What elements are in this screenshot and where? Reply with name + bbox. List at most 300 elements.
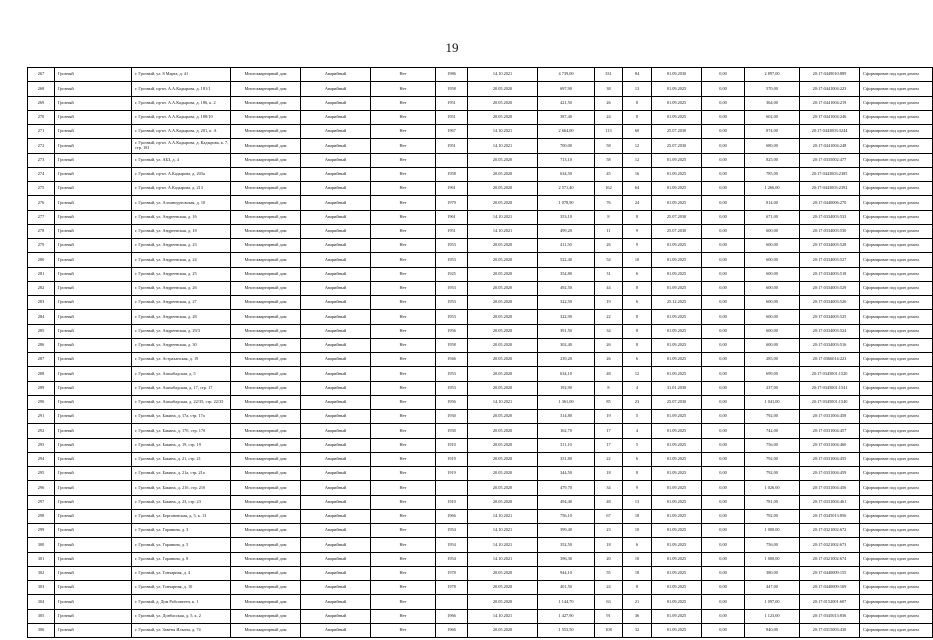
cell-apartments: 13 (623, 82, 652, 96)
cell-residents: 67 (595, 509, 623, 523)
cell-demolished: Нет (371, 338, 436, 352)
cell-city: Грозный (55, 566, 132, 580)
cell-land-area: 699,00 (745, 367, 800, 381)
cell-demolished: Нет (371, 224, 436, 238)
cell-demolished: Нет (371, 509, 436, 523)
cell-building-type: Многоквартирный дом (231, 595, 301, 609)
cell-condition: Аварийный (301, 467, 371, 481)
cell-area: 1 361,00 (538, 395, 595, 409)
table-row (28, 581, 933, 595)
cell-cadastral-number: 20:17:0440006:270 (800, 196, 860, 210)
cell-apartments: 8 (623, 281, 652, 295)
cell-address: г. Грозный, ул. Бакина, д. 21а, стр. 21а (132, 467, 231, 481)
cell-condition: Аварийный (301, 281, 371, 295)
cell-year-built: 1978 (436, 566, 468, 580)
cell-residents: 26 (595, 239, 623, 253)
cell-residents: 24 (595, 110, 623, 124)
cell-recognition-date: 20.05.2020 (468, 96, 538, 110)
cell-land-area: 600,00 (745, 296, 800, 310)
cell-cadastral-number: 20:17:0331004:459 (800, 467, 860, 481)
cell-land-plot-status: Сформирован под один домом (860, 182, 933, 196)
table-row (28, 239, 933, 253)
cell-demolished: Нет (371, 438, 436, 452)
cell-area: 399,40 (538, 524, 595, 538)
cell-demolished: Нет (371, 125, 436, 139)
table-row (28, 296, 933, 310)
cell-residents: 22 (595, 452, 623, 466)
cell-year-built: 1953 (436, 310, 468, 324)
cell-row-number: 303 (28, 581, 55, 595)
cell-building-type: Многоквартирный дом (231, 68, 301, 82)
cell-cadastral-number: 20:17:0331004:455 (800, 452, 860, 466)
cell-condition: Аварийный (301, 509, 371, 523)
cell-address: г. Грозный, ул. Бакина, д. 17б, стр. 17б (132, 424, 231, 438)
cell-row-number: 290 (28, 395, 55, 409)
cell-residents: 162 (595, 182, 623, 196)
cell-city: Грозный (55, 481, 132, 495)
cell-area: 411,50 (538, 239, 595, 253)
cell-recognition-date: 20.05.2020 (468, 581, 538, 595)
cell-city: Грозный (55, 552, 132, 566)
cell-land-plot-status: Сформирован под один домом (860, 623, 933, 637)
cell-condition: Аварийный (301, 538, 371, 552)
table-row (28, 623, 933, 637)
cell-demolished: Нет (371, 153, 436, 167)
cell-cadastral-number: 20:17:0443003:3244 (800, 125, 860, 139)
cell-cost: 0,00 (702, 239, 745, 253)
cell-building-type: Многоквартирный дом (231, 139, 301, 153)
cell-row-number: 304 (28, 595, 55, 609)
cell-land-plot-status: Сформирован под один домом (860, 381, 933, 395)
cell-row-number: 300 (28, 538, 55, 552)
cell-city: Грозный (55, 167, 132, 181)
table-row (28, 82, 933, 96)
cell-demolished: Нет (371, 481, 436, 495)
cell-building-type: Многоквартирный дом (231, 82, 301, 96)
cell-recognition-date: 20.05.2020 (468, 310, 538, 324)
cell-year-built: 1966 (436, 623, 468, 637)
cell-recognition-date: 14.10.2021 (468, 210, 538, 224)
cell-condition: Аварийный (301, 139, 371, 153)
cell-residents: 17 (595, 438, 623, 452)
cell-year-built: 1967 (436, 125, 468, 139)
cell-demolished: Нет (371, 296, 436, 310)
cell-address: г. Грозный, ул. Бакина, д. 21, стр. 21 (132, 452, 231, 466)
cell-building-type: Многоквартирный дом (231, 481, 301, 495)
cell-area: 192,90 (538, 381, 595, 395)
cell-cost: 0,00 (702, 281, 745, 295)
cell-cadastral-number: 20:17:0334003:528 (800, 239, 860, 253)
table-row (28, 182, 933, 196)
cell-resettlement-date: 01.09.2025 (652, 495, 702, 509)
cell-cost: 0,00 (702, 338, 745, 352)
cell-demolished: Нет (371, 210, 436, 224)
cell-building-type: Многоквартирный дом (231, 153, 301, 167)
cell-address: г. Грозный, ул. Андреевская, д. 27 (132, 296, 231, 310)
table-row (28, 267, 933, 281)
cell-condition: Аварийный (301, 153, 371, 167)
cell-building-type: Многоквартирный дом (231, 452, 301, 466)
cell-resettlement-date: 01.09.2025 (652, 552, 702, 566)
cell-cadastral-number: 20:17:0321002:673 (800, 538, 860, 552)
cell-recognition-date: 20.05.2020 (468, 623, 538, 637)
table-row (28, 481, 933, 495)
cell-year-built: 1951 (436, 96, 468, 110)
cell-recognition-date: 14.10.2021 (468, 395, 538, 409)
cell-demolished: Нет (371, 566, 436, 580)
cell-residents: 26 (595, 353, 623, 367)
cell-residents: 38 (595, 82, 623, 96)
cell-row-number: 279 (28, 239, 55, 253)
cell-address: г. Грозный, ул. Гаранина, д. 8 (132, 552, 231, 566)
cell-apartments: 84 (623, 68, 652, 82)
cell-condition: Аварийный (301, 224, 371, 238)
cell-row-number: 305 (28, 609, 55, 623)
cell-city: Грозный (55, 296, 132, 310)
table-row (28, 253, 933, 267)
cell-land-area: 825,00 (745, 153, 800, 167)
cell-year-built: 1919 (436, 467, 468, 481)
cell-residents: 20 (595, 552, 623, 566)
cell-land-plot-status: Сформирован под один домом (860, 467, 933, 481)
cell-residents: 63 (595, 595, 623, 609)
cell-cadastral-number: 20:17:0331004:457 (800, 424, 860, 438)
cell-city: Грозный (55, 281, 132, 295)
cell-condition: Аварийный (301, 395, 371, 409)
cell-demolished: Нет (371, 139, 436, 153)
cell-cost: 0,00 (702, 153, 745, 167)
cell-cadastral-number: 20:17:0345001:1520 (800, 367, 860, 381)
cell-resettlement-date: 01.09.2025 (652, 410, 702, 424)
cell-city: Грозный (55, 196, 132, 210)
table-row (28, 196, 933, 210)
table-row (28, 467, 933, 481)
cell-land-area: 785,00 (745, 167, 800, 181)
cell-address: г. Грозный, ул. Гаранина, д. 5 (132, 538, 231, 552)
cell-city: Грозный (55, 224, 132, 238)
table-row (28, 125, 933, 139)
cell-cost: 0,00 (702, 381, 745, 395)
cell-condition: Аварийный (301, 438, 371, 452)
cell-land-area: 285,00 (745, 353, 800, 367)
table-row (28, 96, 933, 110)
cell-demolished: Нет (371, 452, 436, 466)
cell-land-plot-status: Сформирован под один домом (860, 353, 933, 367)
cell-year-built: 1958 (436, 167, 468, 181)
cell-land-plot-status: Сформирован под один домом (860, 495, 933, 509)
cell-recognition-date: 20.05.2020 (468, 267, 538, 281)
cell-year-built: 1951 (436, 224, 468, 238)
cell-recognition-date: 14.10.2021 (468, 609, 538, 623)
cell-area: 387,40 (538, 110, 595, 124)
cell-year-built: 1953 (436, 239, 468, 253)
cell-area: 499,20 (538, 224, 595, 238)
cell-recognition-date: 20.05.2020 (468, 281, 538, 295)
cell-cost: 0,00 (702, 481, 745, 495)
cell-area: 1 553,50 (538, 623, 595, 637)
cell-land-area: 874,00 (745, 125, 800, 139)
cell-resettlement-date: 01.09.2025 (652, 367, 702, 381)
cell-city: Грозный (55, 367, 132, 381)
cell-cost: 0,00 (702, 524, 745, 538)
cell-recognition-date: 20.05.2020 (468, 467, 538, 481)
cell-land-plot-status: Сформирован под один домом (860, 68, 933, 82)
cell-residents: 18 (595, 467, 623, 481)
table-row (28, 110, 933, 124)
table-row (28, 281, 933, 295)
cell-resettlement-date: 01.09.2025 (652, 452, 702, 466)
cell-condition: Аварийный (301, 210, 371, 224)
cell-resettlement-date: 25.12.2025 (652, 296, 702, 310)
cell-row-number: 293 (28, 438, 55, 452)
cell-land-area: 1 123,00 (745, 609, 800, 623)
cell-recognition-date: 20.05.2020 (468, 153, 538, 167)
cell-land-plot-status: Сформирован под один домом (860, 253, 933, 267)
cell-demolished: Нет (371, 367, 436, 381)
cell-year-built: 1956 (436, 324, 468, 338)
cell-area: 302,40 (538, 338, 595, 352)
cell-land-area: 600,00 (745, 324, 800, 338)
cell-city: Грозный (55, 324, 132, 338)
cell-land-plot-status: Сформирован под один домом (860, 224, 933, 238)
cell-building-type: Многоквартирный дом (231, 552, 301, 566)
table-row (28, 410, 933, 424)
cell-cadastral-number: 20:17:0440009:169 (800, 581, 860, 595)
cell-city: Грозный (55, 253, 132, 267)
cell-area: 354,80 (538, 267, 595, 281)
cell-residents: 31 (595, 267, 623, 281)
cell-year-built: 1953 (436, 281, 468, 295)
cell-address: г. Грозный, ул. Ашхабадская, д. 5 (132, 367, 231, 381)
cell-recognition-date: 20.05.2020 (468, 566, 538, 580)
cell-cost: 0,00 (702, 623, 745, 637)
cell-cost: 0,00 (702, 353, 745, 367)
cell-address: г. Грозный, ул. Андреевская, д. 18 (132, 224, 231, 238)
cell-row-number: 268 (28, 82, 55, 96)
cell-apartments: 64 (623, 182, 652, 196)
cell-building-type: Многоквартирный дом (231, 524, 301, 538)
cell-area: 314,80 (538, 410, 595, 424)
cell-building-type: Многоквартирный дом (231, 381, 301, 395)
cell-city: Грозный (55, 410, 132, 424)
cell-row-number: 267 (28, 68, 55, 82)
cell-city: Грозный (55, 509, 132, 523)
cell-cadastral-number: 20:17:0440009:155 (800, 566, 860, 580)
cell-recognition-date: 20.05.2020 (468, 324, 538, 338)
cell-condition: Аварийный (301, 353, 371, 367)
cell-land-plot-status: Сформирован под один домом (860, 139, 933, 153)
cell-resettlement-date: 01.09.2025 (652, 424, 702, 438)
cell-year-built: 1954 (436, 538, 468, 552)
cell-demolished: Нет (371, 381, 436, 395)
cell-row-number: 294 (28, 452, 55, 466)
cell-row-number: 273 (28, 153, 55, 167)
cell-year-built: 1910 (436, 438, 468, 452)
cell-year-built: 1930 (436, 424, 468, 438)
cell-cost: 0,00 (702, 139, 745, 153)
cell-land-area: 792,00 (745, 467, 800, 481)
table-body (28, 68, 933, 638)
cell-city: Грозный (55, 538, 132, 552)
cell-building-type: Многоквартирный дом (231, 196, 301, 210)
cell-recognition-date: 20.05.2020 (468, 296, 538, 310)
cell-city: Грозный (55, 524, 132, 538)
cell-area: 634,10 (538, 367, 595, 381)
cell-area: 421,50 (538, 96, 595, 110)
cell-land-area: 237,00 (745, 381, 800, 395)
cell-condition: Аварийный (301, 495, 371, 509)
cell-area: 351,80 (538, 452, 595, 466)
cell-row-number: 269 (28, 96, 55, 110)
cell-city: Грозный (55, 210, 132, 224)
cell-demolished: Нет (371, 552, 436, 566)
cell-city: Грозный (55, 182, 132, 196)
cell-residents: 108 (595, 623, 623, 637)
cell-apartments: 60 (623, 125, 652, 139)
cell-resettlement-date: 01.09.2025 (652, 538, 702, 552)
cell-demolished: Нет (371, 424, 436, 438)
cell-condition: Аварийный (301, 609, 371, 623)
cell-cost: 0,00 (702, 324, 745, 338)
cell-area: 352,50 (538, 538, 595, 552)
cell-address: г. Грозный, ул. Бакина, д. 19, стр. 19 (132, 438, 231, 452)
cell-cost: 0,00 (702, 467, 745, 481)
cell-row-number: 283 (28, 296, 55, 310)
table-row (28, 210, 933, 224)
cell-area: 1 078,90 (538, 196, 595, 210)
cell-condition: Аварийный (301, 182, 371, 196)
cell-land-area: 756,00 (745, 538, 800, 552)
cell-cadastral-number: 20:17:0345013:836 (800, 609, 860, 623)
cell-demolished: Нет (371, 82, 436, 96)
cell-cost: 0,00 (702, 395, 745, 409)
cell-year-built: 1954 (436, 524, 468, 538)
cell-residents: 22 (595, 310, 623, 324)
cell-land-plot-status: Сформирован под один домом (860, 196, 933, 210)
cell-address: г. Грозный, пр-кт. А.А.Кадырова, д. 186, к. 2 (132, 96, 231, 110)
cell-address: г. Грозный, ул. АБЗ, д. 4 (132, 153, 231, 167)
cell-cadastral-number: 20:17:0441004:219 (800, 96, 860, 110)
cell-cost: 0,00 (702, 552, 745, 566)
cell-area: 396,30 (538, 552, 595, 566)
cell-year-built: 1953 (436, 253, 468, 267)
cell-address: г. Грозный, ул. Андреевская, д. 24 (132, 253, 231, 267)
cell-land-plot-status: Сформирован под один домом (860, 524, 933, 538)
cell-row-number: 297 (28, 495, 55, 509)
cell-recognition-date: 20.05.2020 (468, 196, 538, 210)
cell-resettlement-date: 01.09.2025 (652, 595, 702, 609)
cell-land-plot-status: Сформирован под один домом (860, 566, 933, 580)
cell-land-area: 600,00 (745, 253, 800, 267)
cell-recognition-date: 14.10.2021 (468, 524, 538, 538)
cell-cost: 0,00 (702, 96, 745, 110)
cell-cost: 0,00 (702, 167, 745, 181)
cell-resettlement-date: 25.07.2030 (652, 139, 702, 153)
cell-address: г. Грозный, ул. Андреевская, д. 29/3 (132, 324, 231, 338)
table-row (28, 495, 933, 509)
page-number: 19 (445, 40, 459, 55)
cell-row-number: 280 (28, 253, 55, 267)
cell-recognition-date: 14.10.2021 (468, 538, 538, 552)
cell-land-area: 1 026,00 (745, 481, 800, 495)
cell-address: г. Грозный, ул. Андреевская, д. 30 (132, 338, 231, 352)
cell-year-built: 1919 (436, 452, 468, 466)
cell-land-plot-status: Сформирован под один домом (860, 110, 933, 124)
cell-land-plot-status: Сформирован под один домом (860, 609, 933, 623)
cell-condition: Аварийный (301, 296, 371, 310)
cell-land-plot-status: Сформирован под один домом (860, 96, 933, 110)
cell-year-built: 1951 (436, 110, 468, 124)
cell-address: г. Грозный, пр-кт. А.Кадырова, д. 203а (132, 167, 231, 181)
cell-year-built (436, 481, 468, 495)
cell-row-number: 302 (28, 566, 55, 580)
cell-land-area: 2 897,00 (745, 68, 800, 82)
cell-condition: Аварийный (301, 239, 371, 253)
cell-recognition-date: 20.05.2020 (468, 110, 538, 124)
cell-resettlement-date: 01.09.2025 (652, 182, 702, 196)
cell-residents: 18 (595, 538, 623, 552)
cell-address: г. Грозный, ул. 8 Марта, д. 41 (132, 68, 231, 82)
cell-apartments: 12 (623, 153, 652, 167)
cell-condition: Аварийный (301, 267, 371, 281)
cell-recognition-date: 20.05.2020 (468, 167, 538, 181)
cell-city: Грозный (55, 495, 132, 509)
cell-resettlement-date: 01.09.2025 (652, 110, 702, 124)
cell-address: г. Грозный, пр-кт. А.А.Кадырова, д. Кадырова, к. 7, стр. 181 (132, 139, 231, 153)
cell-apartments: 13 (623, 495, 652, 509)
cell-cadastral-number: 20:17:0334003:524 (800, 324, 860, 338)
cell-demolished: Нет (371, 467, 436, 481)
cell-row-number: 281 (28, 267, 55, 281)
cell-resettlement-date: 01.09.2025 (652, 267, 702, 281)
cell-recognition-date: 20.05.2020 (468, 182, 538, 196)
cell-land-plot-status: Сформирован под один домом (860, 552, 933, 566)
cell-apartments: 12 (623, 139, 652, 153)
cell-cost: 0,00 (702, 182, 745, 196)
cell-land-plot-status: Сформирован под один домом (860, 153, 933, 167)
cell-building-type: Многоквартирный дом (231, 410, 301, 424)
cell-apartments: 10 (623, 552, 652, 566)
cell-resettlement-date: 01.09.2025 (652, 167, 702, 181)
cell-land-plot-status: Сформирован под один домом (860, 538, 933, 552)
cell-condition: Аварийный (301, 595, 371, 609)
cell-address: г. Грозный, пр-кт. А.А.Кадырова, д. 188/10 (132, 110, 231, 124)
cell-row-number: 284 (28, 310, 55, 324)
cell-condition: Аварийный (301, 324, 371, 338)
cell-apartments: 32 (623, 623, 652, 637)
cell-city: Грозный (55, 381, 132, 395)
cell-year-built: 1979 (436, 196, 468, 210)
cell-building-type: Многоквартирный дом (231, 182, 301, 196)
table-row (28, 224, 933, 238)
table-row (28, 153, 933, 167)
cell-residents: 11 (595, 224, 623, 238)
cell-year-built: 1986 (436, 68, 468, 82)
cell-city: Грозный (55, 438, 132, 452)
cell-condition: Аварийный (301, 82, 371, 96)
cell-land-area: 380,00 (745, 566, 800, 580)
cell-cost: 0,00 (702, 196, 745, 210)
cell-cost: 0,00 (702, 253, 745, 267)
cell-recognition-date: 20.05.2020 (468, 595, 538, 609)
cell-residents: 113 (595, 125, 623, 139)
cell-demolished: Нет (371, 182, 436, 196)
table-row (28, 424, 933, 438)
cell-cadastral-number: 20:17:0334003:529 (800, 281, 860, 295)
cell-recognition-date: 20.05.2020 (468, 367, 538, 381)
cell-row-number: 278 (28, 224, 55, 238)
table-row (28, 310, 933, 324)
